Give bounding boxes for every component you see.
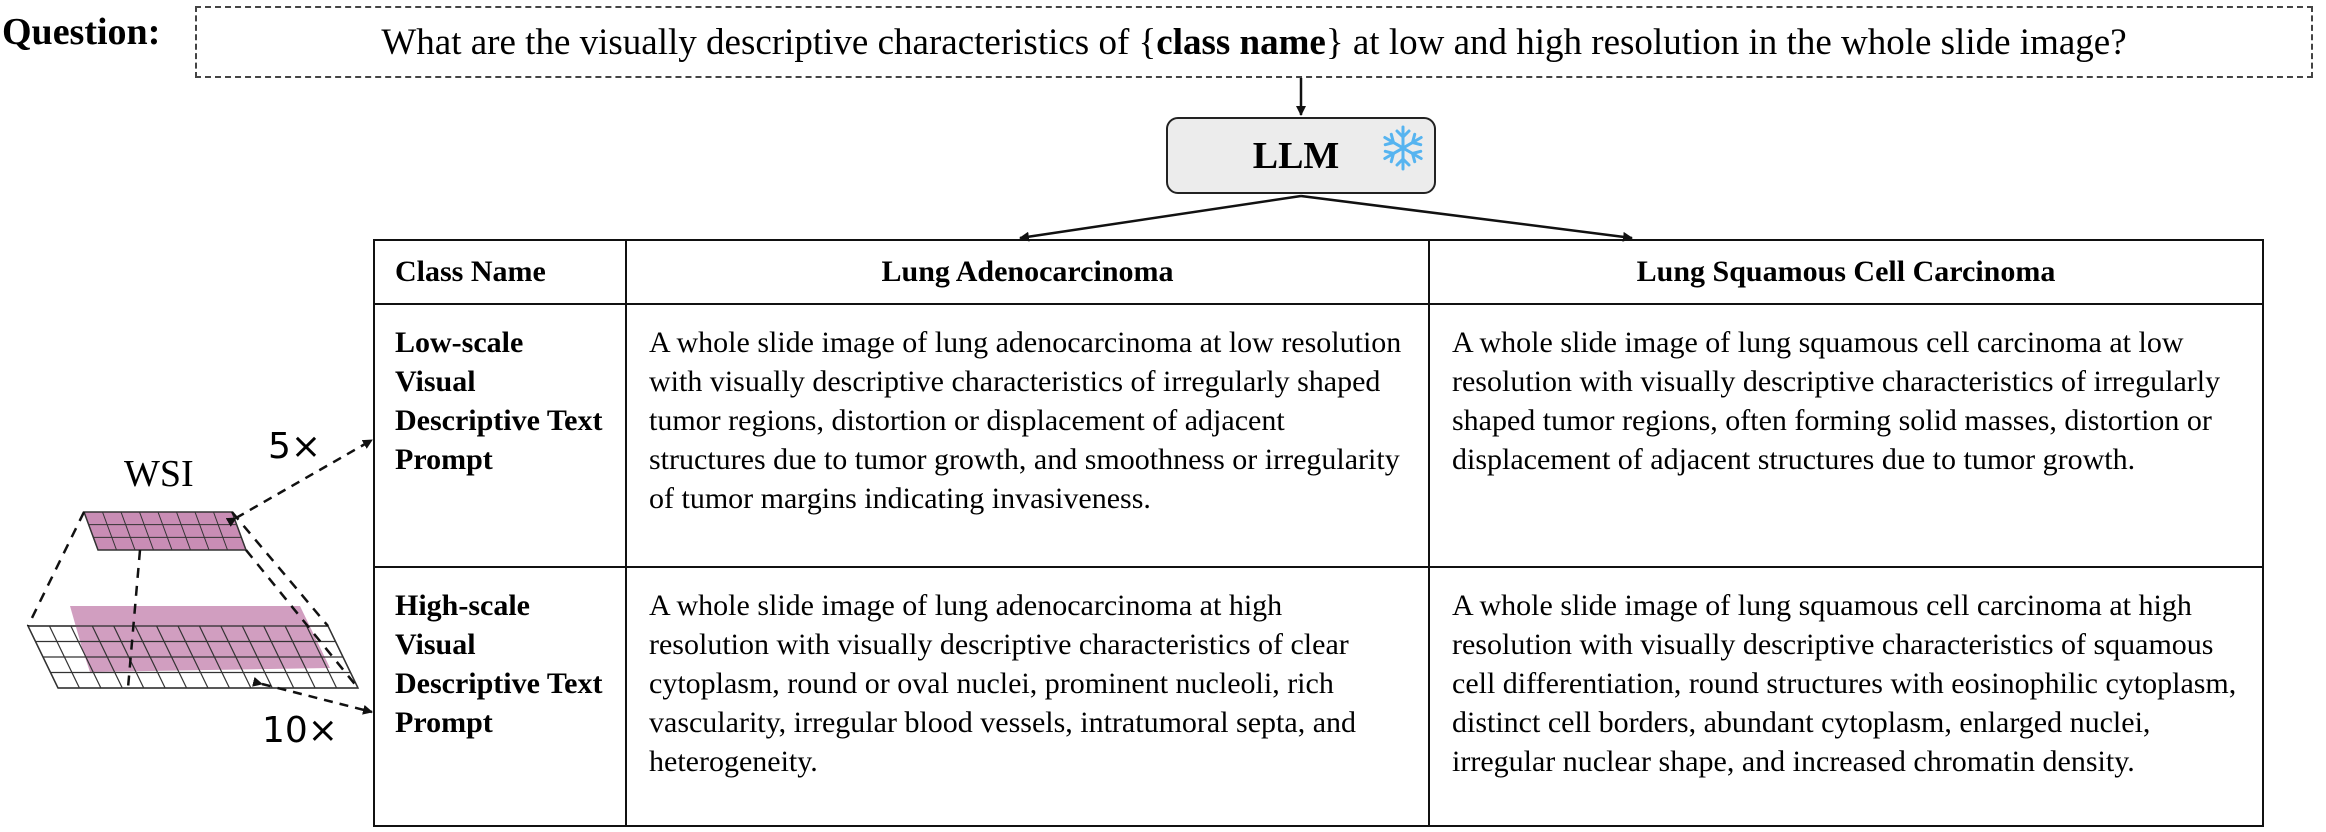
table-row-high-scale bbox=[374, 567, 2263, 826]
high-mag-label: 10× bbox=[262, 710, 338, 751]
cell-high-squamous: A whole slide image of lung squamous cell carcinoma at high resolution with visually descriptive characteristics of squamous cell differentiation, round structures with eosinophilic cytoplasm, distinct cell borders, abundant cytoplasm, enlarged nuclei, irregular nuclear shape, and increased chromatin density. bbox=[1429, 567, 2263, 826]
row-name-high-scale: High-scale Visual Descriptive Text Prompt bbox=[374, 567, 626, 826]
cell-high-adenocarcinoma: A whole slide image of lung adenocarcinoma at high resolution with visually descriptive characteristics of clear cytoplasm, round or oval nuclei, prominent nucleoli, rich vascularity, irregular blood vessels, intratumoral septa, and heterogeneity. bbox=[626, 567, 1429, 826]
question-text-before: What are the visually descriptive characteristics of { bbox=[381, 21, 1157, 63]
question-text-after: } at low and high resolution in the whole slide image? bbox=[1325, 21, 2127, 63]
question-label: Question: bbox=[2, 11, 161, 53]
table-header-row bbox=[374, 240, 2263, 304]
prompt-table bbox=[373, 239, 2264, 827]
wsi-label: WSI bbox=[124, 453, 194, 495]
cell-low-adenocarcinoma: A whole slide image of lung adenocarcinoma at low resolution with visually descriptive characteristics of irregularly shaped tumor regions, distortion or displacement of adjacent structures due to tumor growth, and smoothness or irregularity of tumor margins indicating invasiveness. bbox=[626, 304, 1429, 567]
cell-low-squamous: A whole slide image of lung squamous cell carcinoma at low resolution with visually descriptive characteristics of irregularly shaped tumor regions, often forming solid masses, distortion or displacement of adjacent structures due to tumor growth. bbox=[1429, 304, 2263, 567]
question-class-name: class name bbox=[1156, 21, 1326, 63]
table-row-low-scale bbox=[374, 304, 2263, 567]
llm-label: LLM bbox=[1252, 134, 1340, 177]
low-mag-label: 5× bbox=[268, 426, 322, 467]
arrow-llm-to-adenocarcinoma bbox=[1020, 196, 1301, 238]
row-name-low-scale: Low-scale Visual Descriptive Text Prompt bbox=[374, 304, 626, 567]
wsi-pyramid bbox=[28, 512, 358, 688]
arrow-llm-to-squamous bbox=[1301, 196, 1632, 238]
header-class-name: Class Name bbox=[374, 240, 626, 304]
header-adenocarcinoma: Lung Adenocarcinoma bbox=[626, 240, 1429, 304]
header-squamous: Lung Squamous Cell Carcinoma bbox=[1429, 240, 2263, 304]
